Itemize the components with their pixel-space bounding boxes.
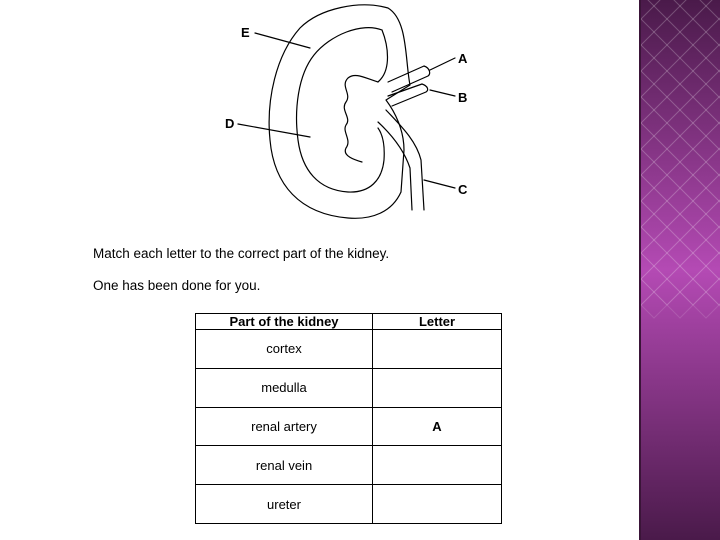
table-row xyxy=(196,485,502,524)
row-letter-cortex[interactable] xyxy=(373,330,502,369)
ureter xyxy=(378,110,424,210)
sidebar-background xyxy=(641,0,720,540)
leader-a xyxy=(430,58,455,70)
leader-e xyxy=(255,33,310,48)
table-header-row xyxy=(196,314,502,330)
diagram-label-c: C xyxy=(458,182,468,197)
diamond-pattern xyxy=(641,0,720,540)
row-part-renal-artery: renal artery xyxy=(196,407,373,446)
kidney-outer-outline xyxy=(269,5,410,218)
table-row xyxy=(196,368,502,407)
row-letter-ureter[interactable] xyxy=(373,485,502,524)
row-part-ureter: ureter xyxy=(196,485,373,524)
header-letter: Letter xyxy=(373,314,502,330)
kidney-inner-outline xyxy=(297,28,385,192)
kidney-diagram xyxy=(0,0,640,240)
question-note: One has been done for you. xyxy=(93,278,261,293)
leader-d xyxy=(238,124,310,137)
diagram-label-e: E xyxy=(241,25,250,40)
answer-table xyxy=(195,313,502,524)
table-row xyxy=(196,407,502,446)
question-instruction: Match each letter to the correct part of the kidney. xyxy=(93,246,390,261)
diagram-label-a: A xyxy=(458,51,468,66)
medulla-outline xyxy=(344,30,387,162)
table-row xyxy=(196,330,502,369)
decorative-sidebar xyxy=(641,0,720,540)
leader-b xyxy=(430,90,455,96)
leader-c xyxy=(424,180,455,188)
row-letter-medulla[interactable] xyxy=(373,368,502,407)
row-part-cortex: cortex xyxy=(196,330,373,369)
row-part-medulla: medulla xyxy=(196,368,373,407)
diagram-label-b: B xyxy=(458,90,468,105)
header-part: Part of the kidney xyxy=(196,314,373,330)
diagram-label-d: D xyxy=(225,116,235,131)
table-row xyxy=(196,446,502,485)
row-part-renal-vein: renal vein xyxy=(196,446,373,485)
row-letter-renal-vein[interactable] xyxy=(373,446,502,485)
row-letter-renal-artery: A xyxy=(373,407,502,446)
